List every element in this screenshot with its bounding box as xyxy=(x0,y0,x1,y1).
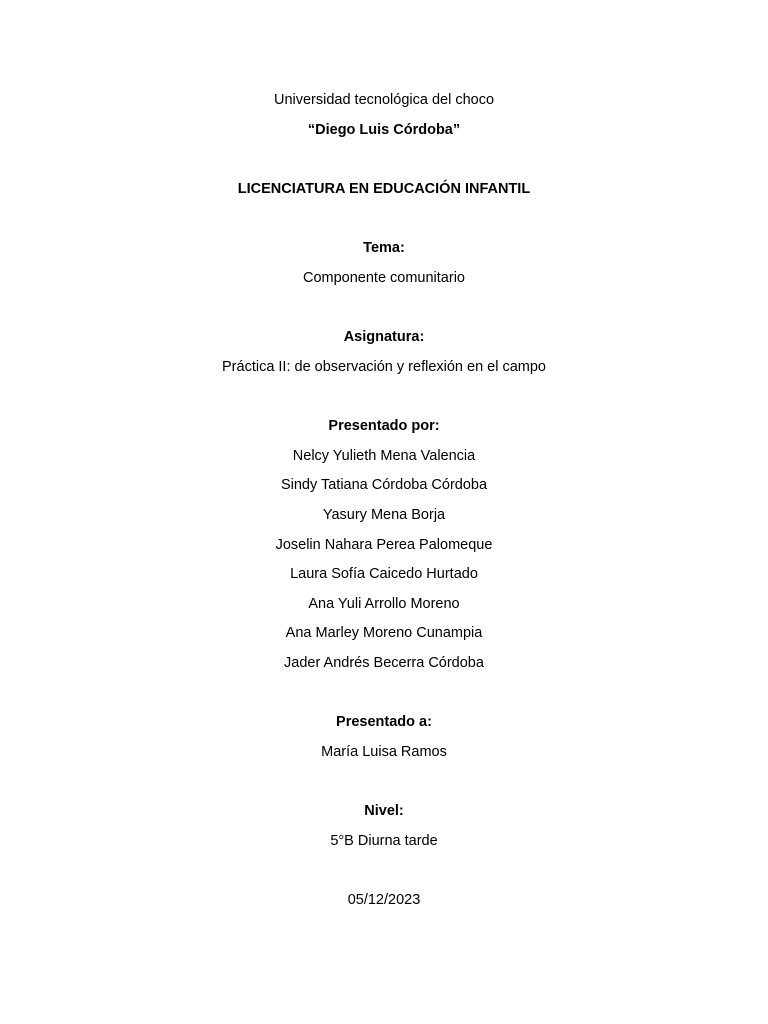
author-name: Sindy Tatiana Córdoba Córdoba xyxy=(280,477,488,493)
university-name: “Diego Luis Córdoba” xyxy=(307,122,461,138)
topic-value: Componente comunitario xyxy=(302,270,465,286)
presented-to-label: Presentado a: xyxy=(336,714,432,730)
program-title: LICENCIATURA EN EDUCACIÓN INFANTIL xyxy=(237,181,531,197)
author-name: Ana Marley Moreno Cunampia xyxy=(285,625,483,641)
document-date: 05/12/2023 xyxy=(347,892,421,908)
author-name: Yasury Mena Borja xyxy=(322,507,446,523)
presented-to-value: María Luisa Ramos xyxy=(321,744,447,760)
topic-label: Tema: xyxy=(363,240,405,256)
level-label: Nivel: xyxy=(364,803,404,819)
author-name: Joselin Nahara Perea Palomeque xyxy=(275,537,493,553)
level-value: 5°B Diurna tarde xyxy=(330,833,438,849)
author-name: Laura Sofía Caicedo Hurtado xyxy=(290,566,478,582)
presented-by-label: Presentado por: xyxy=(328,418,440,434)
university-line: Universidad tecnológica del choco xyxy=(273,92,495,108)
author-name: Nelcy Yulieth Mena Valencia xyxy=(292,448,476,464)
author-name: Jader Andrés Becerra Córdoba xyxy=(284,655,484,671)
subject-label: Asignatura: xyxy=(343,329,425,345)
subject-value: Práctica II: de observación y reflexión en el campo xyxy=(222,359,546,375)
author-name: Ana Yuli Arrollo Moreno xyxy=(308,596,460,612)
